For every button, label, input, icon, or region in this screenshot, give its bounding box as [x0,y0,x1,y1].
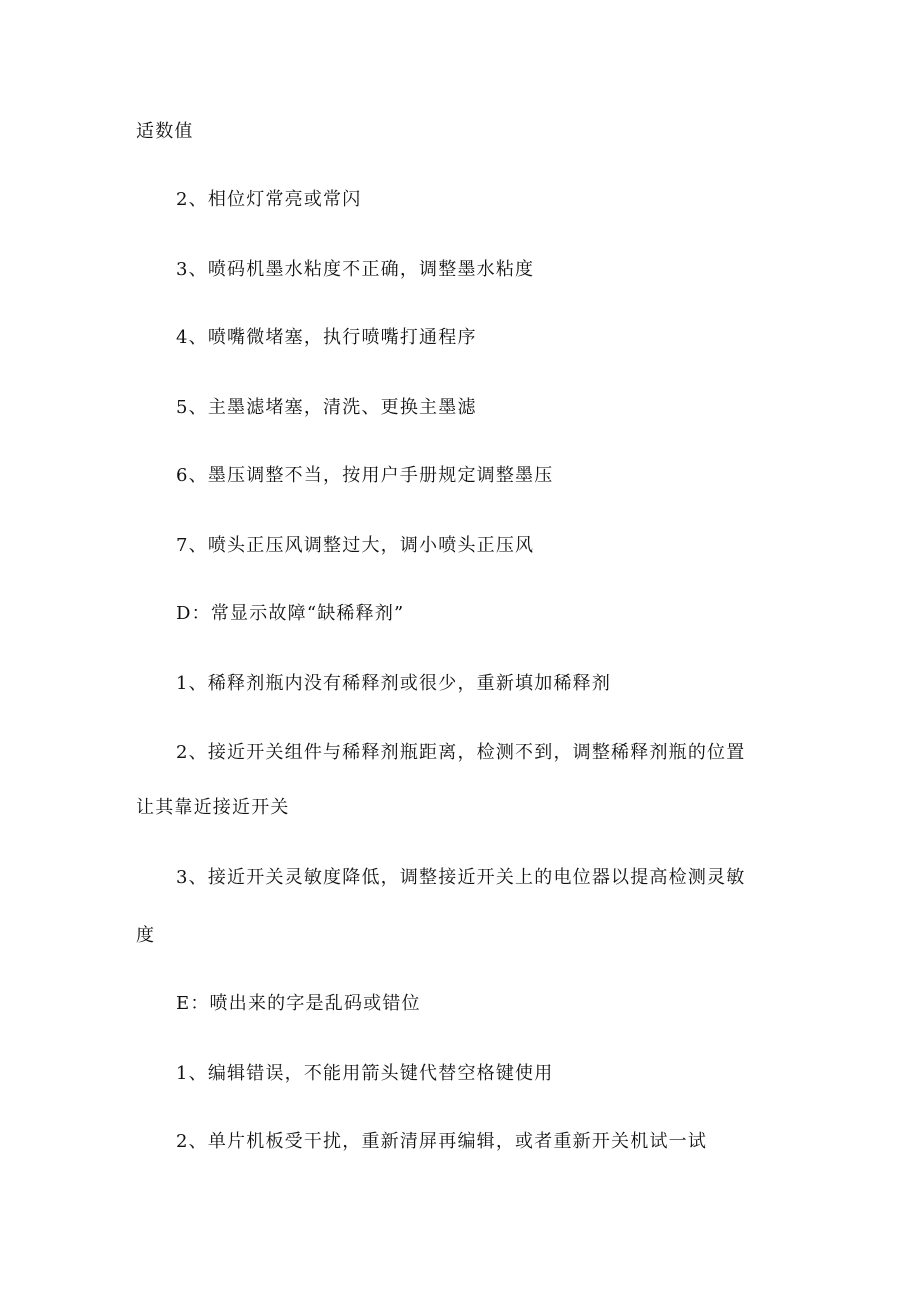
text-line-1: 适数值 [136,121,194,142]
text-line-5: 5、主墨滤堵塞，清洗、更换主墨滤 [176,397,477,418]
text-line-7: 7、喷头正压风调整过大，调小喷头正压风 [176,535,535,556]
text-line-16: 2、单片机板受干扰，重新清屏再编辑，或者重新开关机试一试 [176,1131,708,1152]
text-line-6: 6、墨压调整不当，按用户手册规定调整墨压 [176,465,554,486]
text-line-12: 3、接近开关灵敏度降低，调整接近开关上的电位器以提高检测灵敏 [176,867,746,888]
section-heading-d: D：常显示故障“缺稀释剂” [176,603,405,624]
text-line-11: 让其靠近接近开关 [136,797,290,818]
section-heading-e: E：喷出来的字是乱码或错位 [176,993,421,1014]
text-line-4: 4、喷嘴微堵塞，执行喷嘴打通程序 [176,327,477,348]
text-line-10: 2、接近开关组件与稀释剂瓶距离，检测不到，调整稀释剂瓶的位置 [176,742,746,763]
text-line-2: 2、相位灯常亮或常闪 [176,189,362,210]
text-line-13: 度 [136,925,156,946]
text-line-15: 1、编辑错误，不能用箭头键代替空格键使用 [176,1063,554,1084]
text-line-3: 3、喷码机墨水粘度不正确，调整墨水粘度 [176,259,535,280]
text-line-9: 1、稀释剂瓶内没有稀释剂或很少，重新填加稀释剂 [176,673,612,694]
